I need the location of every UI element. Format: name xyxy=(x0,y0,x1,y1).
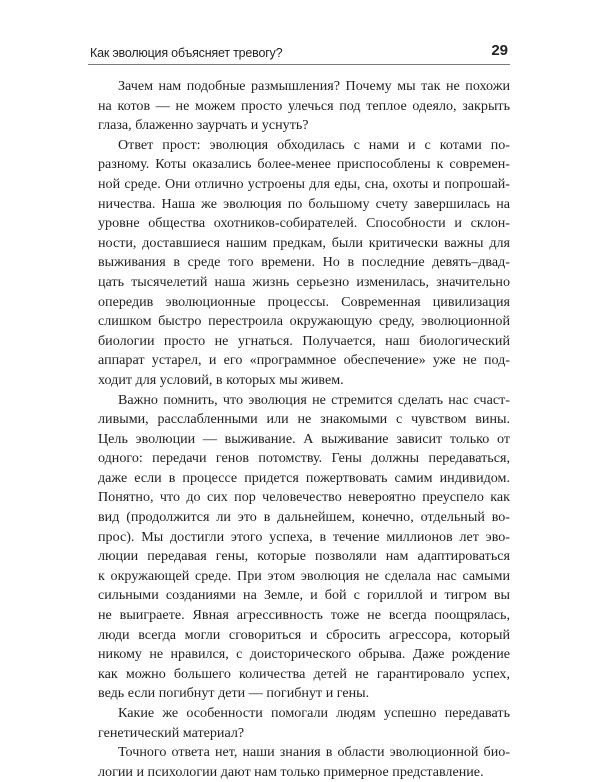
text-line: ведь если погибнут дети — погибнут и гены. xyxy=(98,685,370,702)
text-line: даже если в процессе придется пожертвовать самим индивидом. xyxy=(98,469,510,486)
text-line: прос). Мы достигли этого успеха, в течение миллионов лет эво- xyxy=(98,528,510,545)
text-line: люции передавая гены, которые позволяли нам адаптироваться xyxy=(98,548,510,565)
text-line: опередив эволюционные процессы. Современная цивилизация xyxy=(98,293,510,310)
text-line: люди всегда могли сговориться и сбросить агрессора, который xyxy=(98,626,510,643)
paragraph xyxy=(98,136,510,391)
text-line: на котов — не можем просто улечься под теплое одеяло, закрыть xyxy=(98,97,510,114)
text-line: Какие же особенности помогали людям успешно передавать xyxy=(118,705,510,721)
text-line: Понятно, что до сих пор человечество невероятно преуспело как xyxy=(98,489,510,506)
text-line: к окружающей среде. При этом эволюция не сделала нас самыми xyxy=(98,567,510,584)
text-line: сильными созданиями на Земле, и бой с гориллой и тигром вы xyxy=(98,587,510,604)
text-line: уровне общества охотников-собирателей. Способности и склон- xyxy=(98,215,510,232)
paragraph xyxy=(98,704,510,743)
text-line: ности, доставшиеся нашим предкам, были критически важны для xyxy=(98,234,510,251)
paragraph xyxy=(98,77,510,136)
text-line: ничества. Наша же эволюция по большому счету завершилась на xyxy=(98,195,510,212)
text-line: ходит для условий, в которых мы живем. xyxy=(98,371,344,388)
text-line: Цель эволюции — выживание. А выживание зависит только от xyxy=(98,430,510,447)
text-line: одного: передачи генов потомству. Гены должны передаваться, xyxy=(98,450,510,467)
text-line: ливыми, расслабленными или не знакомыми с чувством вины. xyxy=(98,411,510,428)
text-line: цать тысячелетий наша жизнь серьезно изменилась, значительно xyxy=(98,273,510,290)
text-line: никому не нравился, с доисторического обрыва. Даже рождение xyxy=(98,646,510,663)
text-line: как можно большего количества детей не гарантировало успех, xyxy=(98,665,510,682)
text-line: генетический материал? xyxy=(98,724,245,741)
text-line: аппарат устарел, и его «программное обеспечение» уже не под- xyxy=(98,352,510,369)
text-line: Ответ прост: эволюция обходилась с нами и с котами по- xyxy=(118,136,510,153)
text-line: разному. Коты оказались более-менее приспособлены к современ- xyxy=(98,156,510,173)
text-line: Важно помнить, что эволюция не стремится сделать нас счаст- xyxy=(118,391,510,408)
text-line: не выиграете. Явная агрессивность тоже не всегда поощрялась, xyxy=(98,607,510,624)
text-line: Точного ответа нет, наши знания в области эволюционной био- xyxy=(118,744,510,761)
paragraph xyxy=(98,391,510,705)
text-line: биологии просто не угнаться. Получается, наш биологический xyxy=(98,332,510,349)
text-line: слишком быстро перестроила окружающую среду, эволюционной xyxy=(98,313,510,330)
text-line: ной среде. Они отлично устроены для еды, сна, охоты и попрошай- xyxy=(98,175,510,192)
chapter-title: Как эволюция объясняет тревогу? xyxy=(90,46,283,60)
text-line: логии и психологии дают нам только примерное представление. xyxy=(98,763,484,780)
paragraph xyxy=(98,743,510,782)
running-header xyxy=(88,42,510,65)
text-line: Зачем нам подобные размышления? Почему мы так не похожи xyxy=(118,78,510,94)
text-line: выживания в среде того времени. Но в последние девять–двад- xyxy=(98,254,510,271)
page-number: 29 xyxy=(491,42,508,59)
text-line: глаза, блаженно заурчать и уснуть? xyxy=(98,117,309,134)
body-text xyxy=(98,77,510,782)
text-line: вид (продолжится ли это в дальнейшем, конечно, отдельный во- xyxy=(98,509,510,526)
